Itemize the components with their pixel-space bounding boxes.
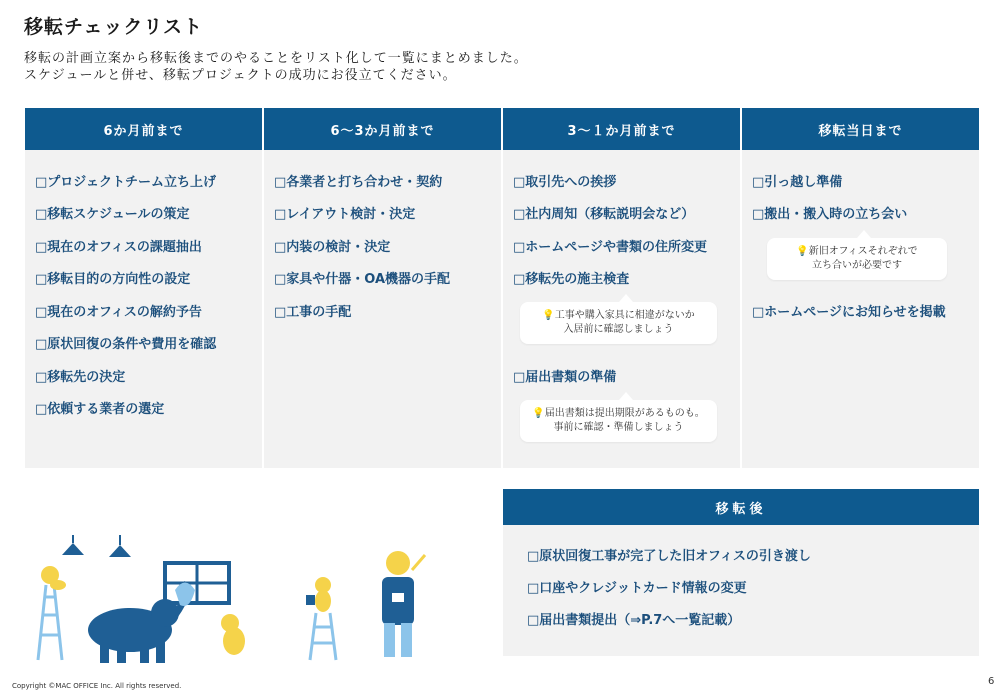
column-header: 移転当日まで xyxy=(742,108,979,150)
copyright: Copyright ©MAC OFFICE Inc. All rights reserved. xyxy=(12,682,182,690)
checklist-item[interactable]: □家具や什器・OA機器の手配 xyxy=(274,272,451,287)
intro-text xyxy=(24,50,528,84)
tip-note: 💡新旧オフィスそれぞれで 立ち合いが必要です xyxy=(767,238,947,280)
checklist-item[interactable]: □移転先の決定 xyxy=(35,370,126,385)
lightbulb-icon: 💡 xyxy=(532,408,545,419)
moving-illustration xyxy=(20,535,450,665)
checklist-item[interactable]: □レイアウト検討・決定 xyxy=(274,207,416,222)
intro-line-2: スケジュールと併せ、移転プロジェクトの成功にお役立てください。 xyxy=(24,68,457,83)
after-move-header: 移転後 xyxy=(503,489,979,525)
checklist-item[interactable]: □プロジェクトチーム立ち上げ xyxy=(35,175,217,190)
checklist-item[interactable]: □現在のオフィスの課題抽出 xyxy=(35,240,202,255)
intro-line-1: 移転の計画立案から移転後までのやることをリスト化して一覧にまとめました。 xyxy=(24,51,528,66)
column-6-months xyxy=(25,108,262,468)
lamp-icon xyxy=(62,543,84,555)
checklist-item[interactable]: □口座やクレジットカード情報の変更 xyxy=(527,581,747,596)
checklist-item[interactable]: □移転目的の方向性の設定 xyxy=(35,272,191,287)
checklist-item[interactable]: □現在のオフィスの解約予告 xyxy=(35,305,202,320)
checklist-item[interactable]: □内装の検討・決定 xyxy=(274,240,391,255)
lightbulb-icon: 💡 xyxy=(796,246,809,257)
checklist-item[interactable]: □原状回復の条件や費用を確認 xyxy=(35,337,217,352)
after-move-panel xyxy=(503,489,979,656)
checklist-item[interactable]: □依頼する業者の選定 xyxy=(35,402,165,417)
checklist-item[interactable]: □原状回復工事が完了した旧オフィスの引き渡し xyxy=(527,549,811,564)
checklist-item[interactable]: □移転先の施主検査 xyxy=(513,272,630,287)
checklist-item[interactable]: □引っ越し準備 xyxy=(752,175,843,190)
column-3-1-months xyxy=(503,108,740,468)
column-header: 3～１か月前まで xyxy=(503,108,740,150)
page-number: 6 xyxy=(988,676,995,687)
column-header: 6か月前まで xyxy=(25,108,262,150)
checklist-item[interactable]: □搬出・搬入時の立ち会い xyxy=(752,207,908,222)
column-header: 6～3か月前まで xyxy=(264,108,501,150)
tip-note: 💡工事や購入家具に相違がないか 入居前に確認しましょう xyxy=(520,302,717,344)
checklist-item[interactable]: □届出書類の準備 xyxy=(513,370,617,385)
checklist-item[interactable]: □届出書類提出（⇒P.7へ一覧記載） xyxy=(527,613,741,628)
lightbulb-icon: 💡 xyxy=(542,310,555,321)
lamp-icon xyxy=(109,545,131,557)
tip-note: 💡届出書類は提出期限があるものも。 事前に確認・準備しましょう xyxy=(520,400,717,442)
checklist-item[interactable]: □ホームページや書類の住所変更 xyxy=(513,240,708,255)
ladder-icon xyxy=(38,585,62,660)
checklist-item[interactable]: □社内周知（移転説明会など） xyxy=(513,207,695,222)
checklist-item[interactable]: □移転スケジュールの策定 xyxy=(35,207,190,222)
person-icon xyxy=(386,551,410,575)
column-move-day xyxy=(742,108,979,468)
checklist-item[interactable]: □取引先への挨拶 xyxy=(513,175,617,190)
page-title: 移転チェックリスト xyxy=(24,16,204,38)
checklist-item[interactable]: □各業者と打ち合わせ・契約 xyxy=(274,175,443,190)
ladder-icon xyxy=(310,613,336,660)
checklist-item[interactable]: □ホームページにお知らせを掲載 xyxy=(752,305,946,320)
checklist-item[interactable]: □工事の手配 xyxy=(274,305,352,320)
column-6-3-months xyxy=(264,108,501,468)
